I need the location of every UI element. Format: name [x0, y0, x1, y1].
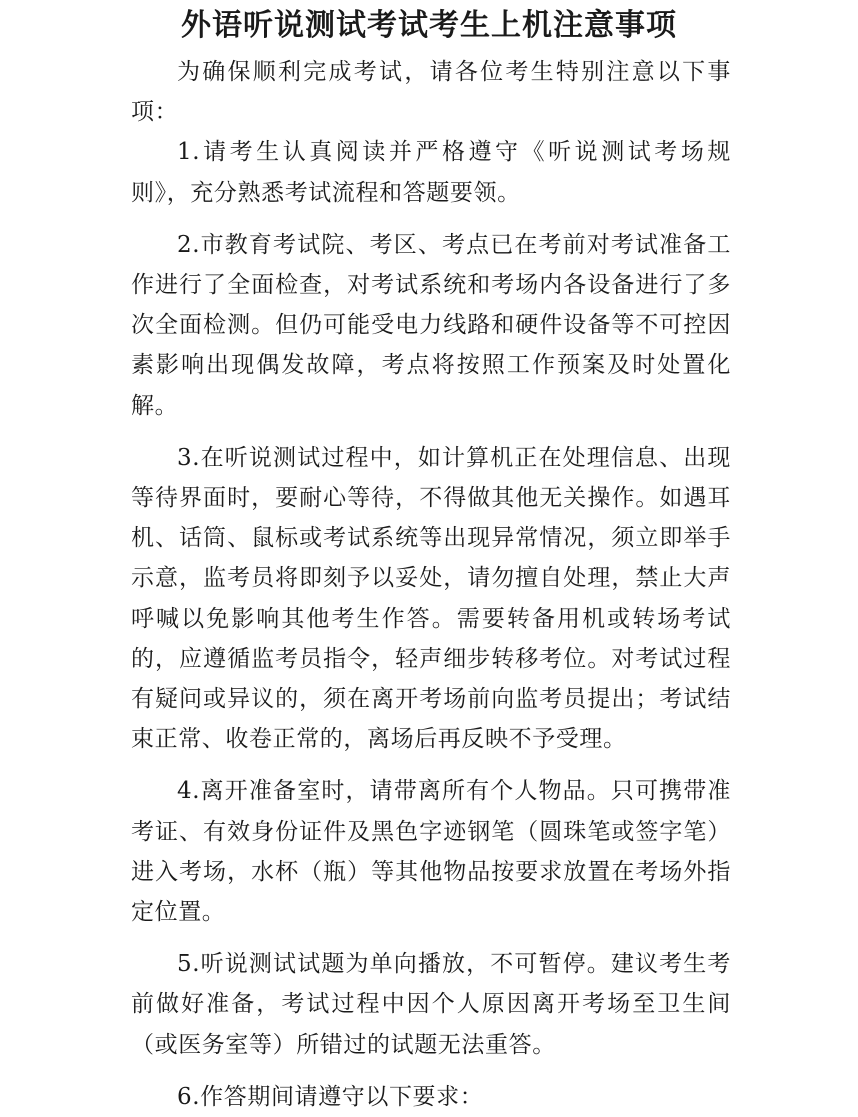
notice-item-5: 5.听说测试试题为单向播放，不可暂停。建议考生考前做好准备，考试过程中因个人原因离开考场至卫生间（或医务室等）所错过的试题无法重答。 — [131, 951, 731, 1058]
notice-item-2: 2.市教育考试院、考区、考点已在考前对考试准备工作进行了全面检查，对考试系统和考场内各设备进行了多次全面检测。但仍可能受电力线路和硬件设备等不可控因素影响出现偶发故障，考点将按照工作预案及时处置化解。 — [131, 231, 731, 419]
notice-item-4: 4.离开准备室时，请带离所有个人物品。只可携带准考证、有效身份证件及黑色字迹钢笔（圆珠笔或签字笔）进入考场，水杯（瓶）等其他物品按要求放置在考场外指定位置。 — [131, 778, 731, 926]
notice-item-6: 6.作答期间请遵守以下要求： — [177, 1083, 484, 1110]
notice-item-1: 1.请考生认真阅读并严格遵守《听说测试考场规则》，充分熟悉考试流程和答题要领。 — [131, 139, 731, 206]
intro-paragraph: 为确保顺利完成考试，请各位考生特别注意以下事项： — [131, 59, 731, 126]
document-title: 外语听说测试考试考生上机注意事项 — [181, 8, 677, 43]
document-body — [131, 52, 731, 1117]
notice-item-3: 3.在听说测试过程中，如计算机正在处理信息、出现等待界面时，要耐心等待，不得做其他无关操作。如遇耳机、话筒、鼠标或考试系统等出现异常情况，须立即举手示意，监考员将即刻予以妥处，请勿擅自处理，禁止大声呼喊以免影响其他考生作答。需要转备用机或转场考试的，应遵循监考员指令，轻声细步转移考位。对考试过程有疑问或异议的，须在离开考场前向监考员提出；考试结束正常、收卷正常的，离场后再反映不予受理。 — [131, 444, 731, 753]
